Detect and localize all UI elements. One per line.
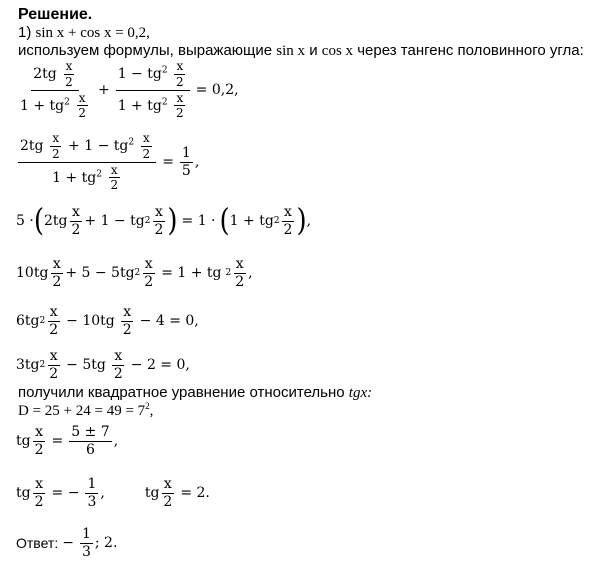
discriminant: $D = 25 + 24 = 49 = 7^2$, [18, 401, 154, 419]
step-number: 1) [18, 24, 32, 41]
solution-title: Решение. [18, 6, 93, 23]
fraction-combined: 2tg $\frac{x}{2}$ + $1 - tg^2$ $\frac{x}{2}$ $1 + tg^2$ $\frac{x}{2}$ [18, 132, 156, 191]
answer: Ответ: − $\frac{1}{3}$ ; 2. [16, 525, 118, 560]
fraction-cos: $1 - tg^2$ $\frac{x}{2}$ $1 + tg^2$ $\frac{x}{2}$ [116, 60, 190, 119]
equation-1: 2tg $\frac{x}{2}$ $1 + tg^2$ $\frac{x}{2}$ + $1 - tg^2$ $\frac{x}{2}$ $1 + tg^2$ $\frac{x}{2}$ = 0,2, [20, 59, 239, 121]
sin-x: sin x [276, 43, 306, 59]
cos-x: cos x [321, 43, 354, 59]
fraction-one-fifth: $\frac{1}{5}$ [181, 144, 191, 179]
fraction-sin: 2tg $\frac{x}{2}$ $1 + tg^2$ $\frac{x}{2}$ [20, 59, 86, 121]
equation-3: 5 · ( 2tg $\frac{x}{2}$ + 1 − tg 2 $\frac{x}{2}$ ) = 1 · ( 1 + tg 2 $\frac{x}{2}$ ) , [16, 203, 312, 239]
formula-intro-text: используем формулы, выражающие [18, 42, 273, 59]
answer-label: Ответ: [16, 535, 59, 551]
roots: tg $\frac{x}{2}$ = − $\frac{1}{3}$ , tg $\frac{x}{2}$ = 2. [16, 475, 210, 510]
equation-2: 2tg $\frac{x}{2}$ + $1 - tg^2$ $\frac{x}{2}$ $1 + tg^2$ $\frac{x}{2}$ = $\frac{1}{5}$ , [20, 131, 200, 193]
equation-5: 6tg 2 $\frac{x}{2}$ − 10tg $\frac{x}{2}$ − 4 = 0, [16, 303, 199, 338]
quadratic-intro: получили квадратное уравнение относительно tgx: [18, 384, 373, 401]
formula-intro-end: через тангенс половинного угла: [357, 42, 584, 59]
equation-6: 3tg 2 $\frac{x}{2}$ − 5tg $\frac{x}{2}$ − 2 = 0, [16, 347, 190, 382]
and-word: и [309, 42, 318, 59]
step-1-line [18, 24, 150, 42]
equation-sin-cos: sin x + cos x = 0,2, [35, 25, 150, 41]
equation-4: 10tg $\frac{x}{2}$ + 5 − 5tg 2 $\frac{x}{2}$ = 1 + tg 2 $\frac{x}{2}$ , [16, 255, 253, 290]
solution-formula: tg $\frac{x}{2}$ = $\frac{5 \pm 7}{6}$ , [16, 423, 119, 458]
formula-intro-line [18, 42, 584, 60]
